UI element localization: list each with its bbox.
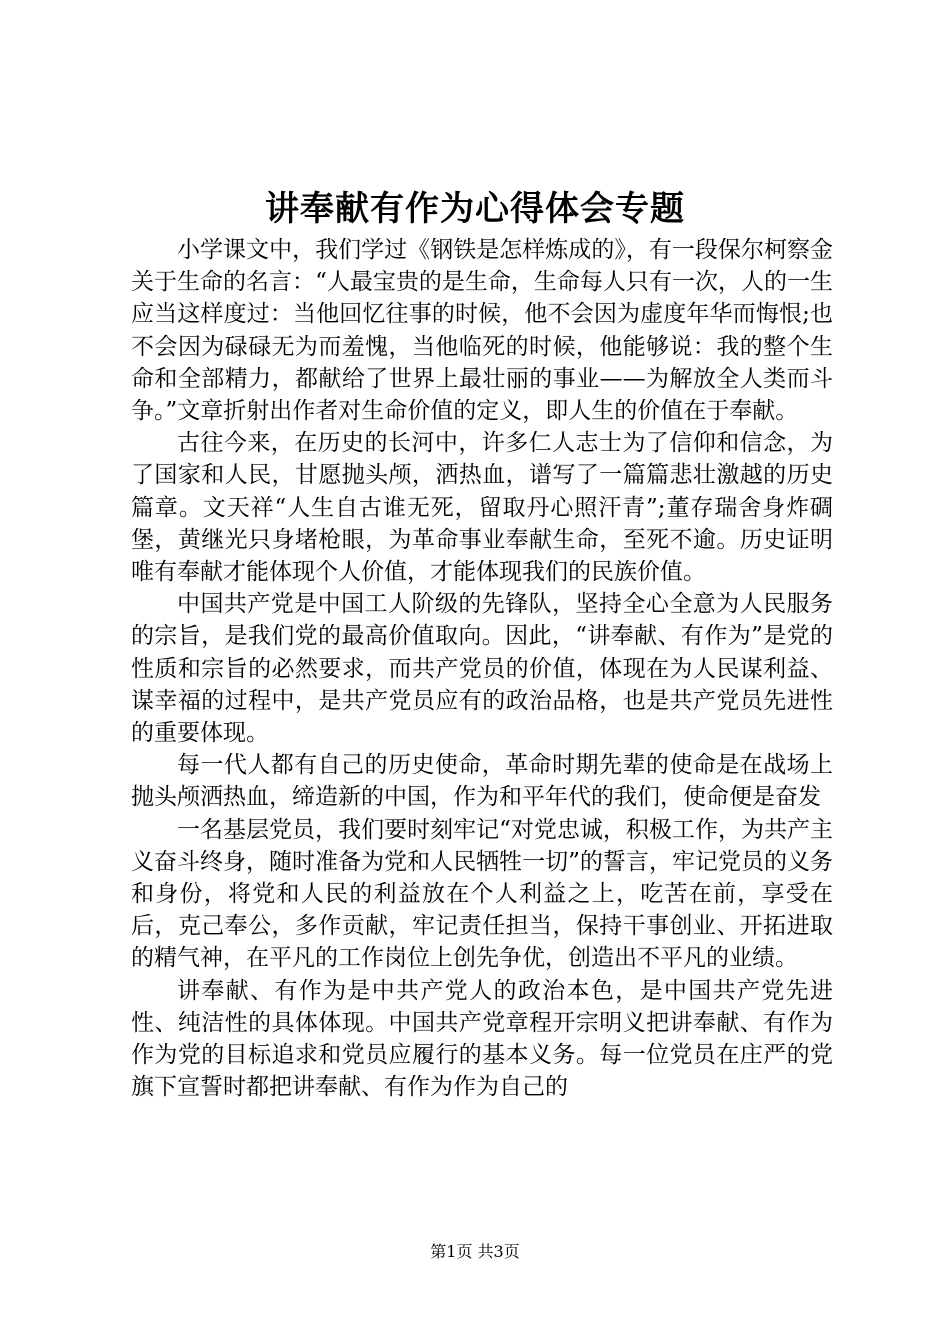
paragraph-1: 小学课文中，我们学过《钢铁是怎样炼成的》，有一段保尔柯察金关于生命的名言：“人最宝贵的是生命，生命每人只有一次，人的一生应当这样度过：当他回忆往事的时候，他不会因为虚度年华而悔恨;也不会因为碌碌无为而羞愧，当他临死的时候，他能够说：我的整个生命和全部精力，都献给了世界上最壮丽的事业——为解放全人类而斗争。”文章折射出作者对生命价值的定义，即人生的价值在于奉献。 bbox=[131, 237, 833, 425]
page-title: 讲奉献有作为心得体会专题 bbox=[265, 189, 685, 229]
page-footer: 第1页 共3页 bbox=[430, 1242, 520, 1261]
paragraph-2: 古往今来，在历史的长河中，许多仁人志士为了信仰和信念，为了国家和人民，甘愿抛头颅，洒热血，谱写了一篇篇悲壮激越的历史篇章。文天祥“人生自古谁无死，留取丹心照汗青”;董存瑞舍身炸碉堡，黄继光只身堵枪眼，为革命事业奉献生命，至死不逾。历史证明唯有奉献才能体现个人价值，才能体现我们的民族价值。 bbox=[131, 430, 833, 586]
paragraph-3: 中国共产党是中国工人阶级的先锋队，坚持全心全意为人民服务的宗旨，是我们党的最高价值取向。因此，“讲奉献、有作为”是党的性质和宗旨的必然要求，而共产党员的价值，体现在为人民谋利益、谋幸福的过程中，是共产党员应有的政治品格，也是共产党员先进性的重要体现。 bbox=[131, 591, 833, 747]
document-body bbox=[131, 234, 833, 1103]
paragraph-5: 一名基层党员，我们要时刻牢记“对党忠诚，积极工作，为共产主义奋斗终身，随时准备为党和人民牺牲一切”的誓言，牢记党员的义务和身份，将党和人民的利益放在个人利益之上，吃苦在前，享受在后，克己奉公，多作贡献，牢记责任担当，保持干事创业、开拓进取的精气神，在平凡的工作岗位上创先争优，创造出不平凡的业绩。 bbox=[131, 816, 833, 972]
paragraph-6: 讲奉献、有作为是中共产党人的政治本色，是中国共产党先进性、纯洁性的具体体现。中国共产党章程开宗明义把讲奉献、有作为作为党的目标追求和党员应履行的基本义务。每一位党员在庄严的党旗下宣誓时都把讲奉献、有作为作为自己的 bbox=[131, 977, 833, 1101]
paragraph-4: 每一代人都有自己的历史使命，革命时期先辈的使命是在战场上抛头颅洒热血，缔造新的中国，作为和平年代的我们，使命便是奋发 bbox=[131, 752, 833, 811]
